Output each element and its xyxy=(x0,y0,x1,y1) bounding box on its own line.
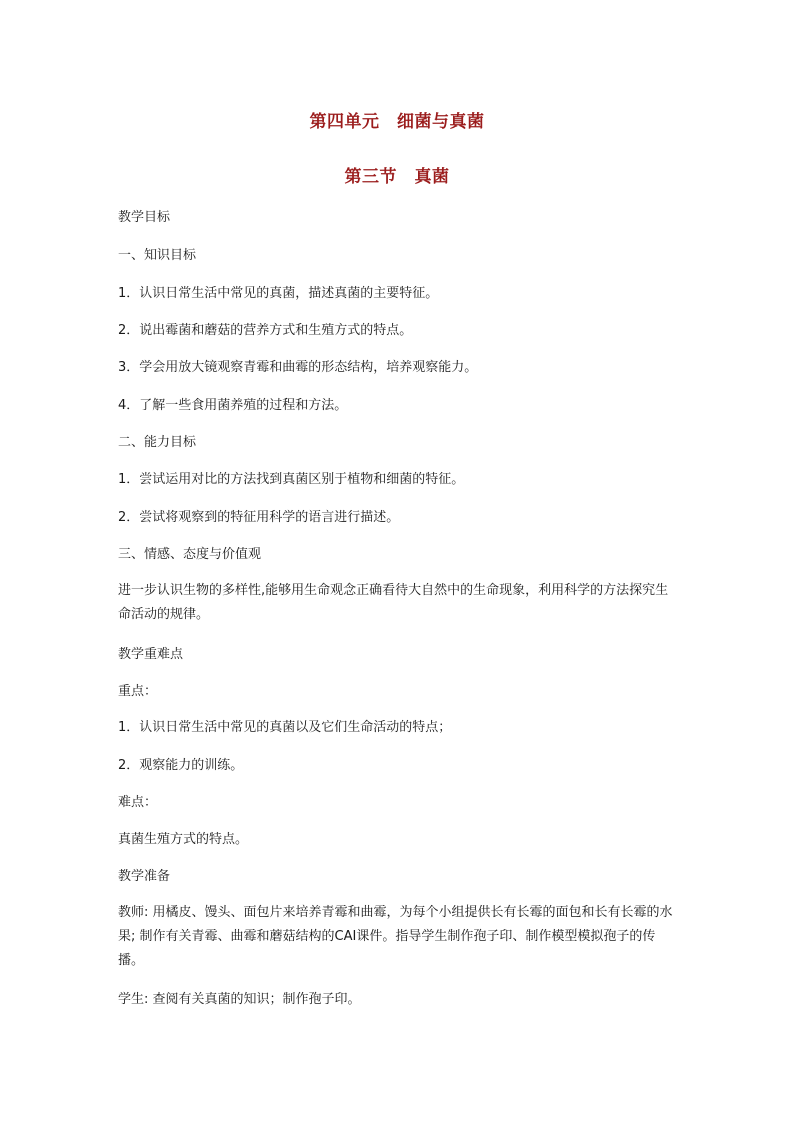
ability-item-2: 2．尝试将观察到的特征用科学的语言进行描述。 xyxy=(118,510,400,525)
knowledge-item-1: 1．认识日常生活中常见的真菌，描述真菌的主要特征。 xyxy=(118,286,439,301)
heading-ability-objectives: 二、能力目标 xyxy=(118,435,197,450)
heading-teaching-objectives: 教学目标 xyxy=(118,210,171,225)
label-key-points: 重点： xyxy=(118,684,158,699)
section-title: 第三节 真菌 xyxy=(344,167,450,187)
teacher-preparation-paragraph: 教师: 用橘皮、馒头、面包片来培养青霉和曲霉，为每个小组提供长有长霉的面包和长有长霉的水果; 制作有关青霉、曲霉和蘑菇结构的CAI课件。指导学生制作孢子印、制作模型模拟孢子的传播。 xyxy=(118,905,673,968)
knowledge-item-3: 3．学会用放大镜观察青霉和曲霉的形态结构，培养观察能力。 xyxy=(118,360,478,375)
knowledge-item-2: 2．说出霉菌和蘑菇的营养方式和生殖方式的特点。 xyxy=(118,323,413,338)
difficult-point-text: 真菌生殖方式的特点。 xyxy=(118,832,249,847)
knowledge-item-4: 4．了解一些食用菌养殖的过程和方法。 xyxy=(118,398,348,413)
heading-emotion-values: 三、情感、态度与价值观 xyxy=(118,547,262,562)
key-point-1: 1．认识日常生活中常见的真菌以及它们生命活动的特点； xyxy=(118,720,452,735)
heading-knowledge-objectives: 一、知识目标 xyxy=(118,248,197,263)
label-difficult-points: 难点： xyxy=(118,795,158,810)
heading-key-difficult-points: 教学重难点 xyxy=(118,647,184,662)
key-point-2: 2．观察能力的训练。 xyxy=(118,758,244,773)
unit-title: 第四单元 细菌与真菌 xyxy=(309,112,485,132)
student-preparation-text: 学生: 查阅有关真菌的知识；制作孢子印。 xyxy=(118,992,361,1007)
heading-teaching-preparation: 教学准备 xyxy=(118,869,171,884)
ability-item-1: 1．尝试运用对比的方法找到真菌区别于植物和细菌的特征。 xyxy=(118,472,465,487)
emotion-values-paragraph: 进一步认识生物的多样性,能够用生命观念正确看待大自然中的生命现象，利用科学的方法探究生命活动的规律。 xyxy=(118,583,669,622)
